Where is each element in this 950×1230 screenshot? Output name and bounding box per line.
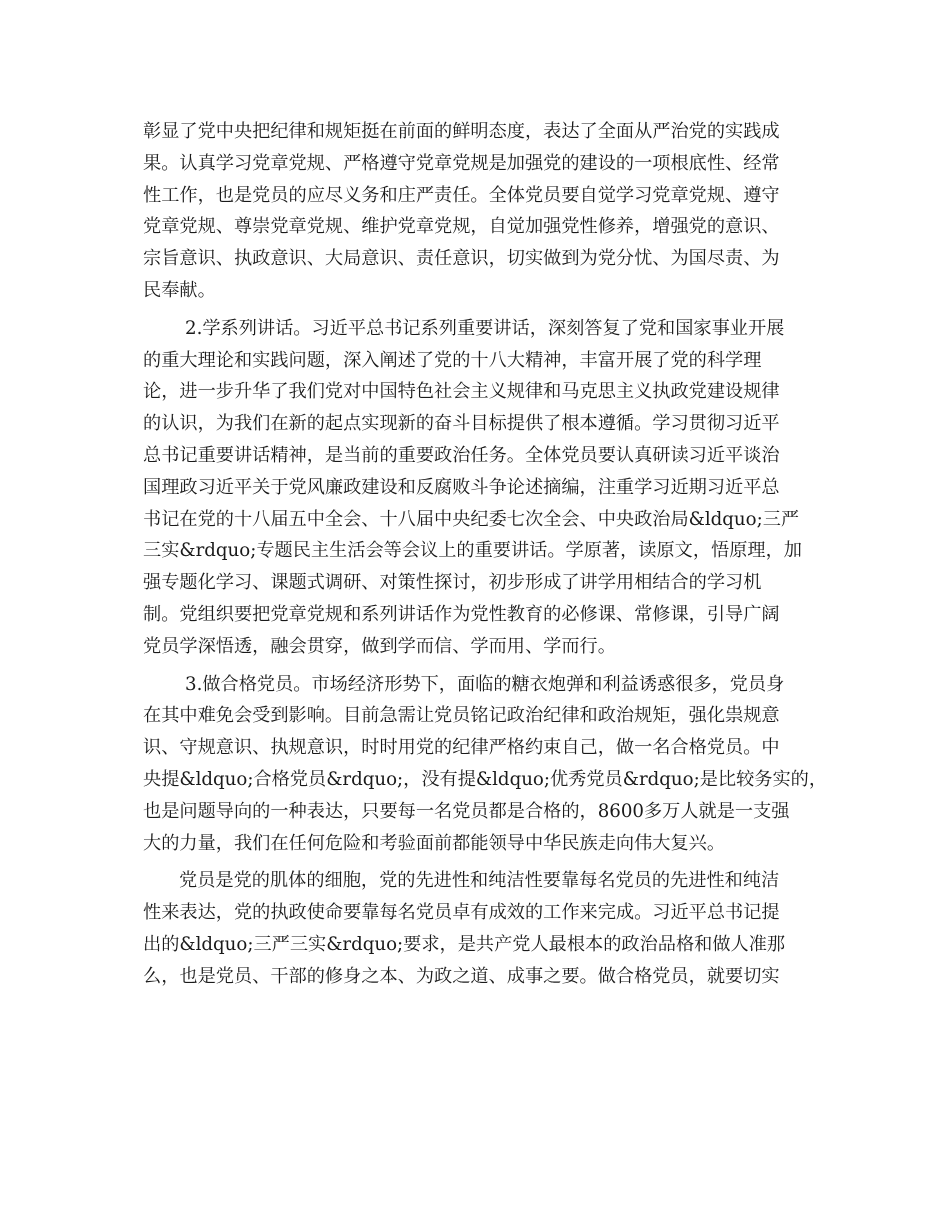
paragraph-line: 性来表达，党的执政使命要靠每名党员卓有成效的工作来完成。习近平总书记提: [143, 902, 780, 924]
paragraph-line: 的重大理论和实践问题，深入阐述了党的十八大精神，丰富开展了党的科学理: [143, 349, 762, 371]
paragraph-line: 果。认真学习党章党规、严格遵守党章党规是加强党的建设的一项根底性、经常: [143, 152, 780, 174]
paragraph-line: 书记在党的十八届五中全会、十八届中央纪委七次全会、中央政治局&ldquo;三严: [143, 508, 800, 530]
paragraph-4: [143, 865, 823, 992]
paragraph-line: 也是问题导向的一种表达，只要每一名党员都是合格的，8600多万人就是一支强: [143, 800, 790, 822]
paragraph-line: 3.做合格党员。市场经济形势下，面临的糖衣炮弹和利益诱惑很多，党员身: [185, 673, 785, 695]
paragraph-line: 民奉献。: [143, 279, 216, 301]
paragraph-line: 出的&ldquo;三严三实&rdquo;要求，是共产党人最根本的政治品格和做人准那: [143, 933, 786, 955]
paragraph-line: 党员学深悟透，融会贯穿，做到学而信、学而用、学而行。: [143, 635, 616, 657]
paragraph-line: 彰显了党中央把纪律和规矩挺在前面的鲜明态度，表达了全面从严治党的实践成: [143, 121, 780, 142]
paragraph-line: 强专题化学习、课题式调研、对策性探讨，初步形成了讲学用相结合的学习机: [143, 572, 762, 594]
document-body: [143, 116, 828, 993]
paragraph-line: 的认识，为我们在新的起点实现新的奋斗目标提供了根本遵循。学习贯彻习近平: [143, 413, 780, 435]
paragraph-line: 性工作，也是党员的应尽义务和庄严责任。全体党员要自觉学习党章党规、遵守: [143, 184, 780, 206]
paragraph-line: 识、守规意识、执规意识，时时用党的纪律严格约束自己，做一名合格党员。中: [143, 737, 780, 759]
paragraph-line: 论，进一步升华了我们党对中国特色社会主义规律和马克思主义执政党建设规律: [143, 381, 780, 403]
paragraph-line: 制。党组织要把党章党规和系列讲话作为党性教育的必修课、常修课，引导广阔: [143, 603, 780, 625]
paragraph-line: 国理政习近平关于党风廉政建设和反腐败斗争论述摘编，注重学习近期习近平总: [143, 476, 780, 498]
paragraph-line: 三实&rdquo;专题民主生活会等会议上的重要讲话。学原著，读原文，悟原理，加: [143, 540, 802, 562]
paragraph-line: 在其中难免会受到影响。目前急需让党员铭记政治纪律和政治规矩，强化祟规意: [143, 705, 780, 727]
paragraph-3: [143, 669, 828, 860]
paragraph-line: 党章党规、尊崇党章党规、维护党章党规，自觉加强党性修养，增强党的意识、: [143, 216, 780, 238]
paragraph-line: 总书记重要讲话精神，是当前的重要政治任务。全体党员要认真研读习近平谈治: [143, 444, 780, 466]
paragraph-2: [143, 313, 823, 663]
paragraph-line: 2.学系列讲话。习近平总书记系列重要讲话，深刻答复了党和国家事业开展: [185, 317, 785, 339]
paragraph-line: 央提&ldquo;合格党员&rdquo;，没有提&ldquo;优秀党员&rdquo;是比较务实的，: [143, 768, 828, 790]
paragraph-line: 大的力量，我们在任何危险和考验面前都能领导中华民族走向伟大复兴。: [143, 832, 726, 854]
paragraph-1: [143, 116, 823, 307]
paragraph-line: 么，也是党员、干部的修身之本、为政之道、成事之要。做合格党员，就要切实: [143, 965, 780, 987]
paragraph-line: 宗旨意识、执政意识、大局意识、责任意识，切实做到为党分忧、为国尽责、为: [143, 248, 780, 270]
paragraph-line: 党员是党的肌体的细胞，党的先进性和纯洁性要靠每名党员的先进性和纯洁: [179, 870, 780, 892]
